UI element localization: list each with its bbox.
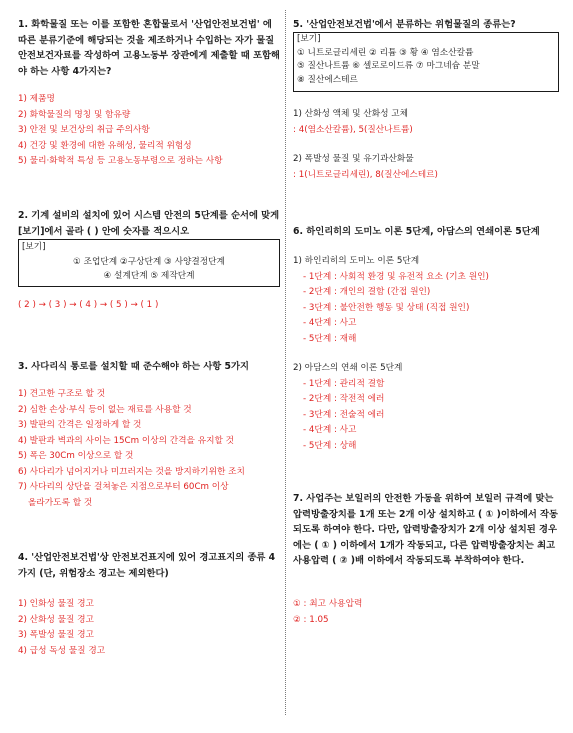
question-2-title: 2. 기계 설비의 설치에 있어 시스템 안전의 5단계를 순서에 맞게 [보기]에서 골라 ( ) 안에 숫자를 적으시오 (18, 210, 280, 237)
list-item: ② : 1.05 (293, 614, 329, 625)
list-item: 1) 견고한 구조로 할 것 (18, 389, 106, 399)
box-row: ① 조업단계 ②구상단계 ③ 사양결정단계 (73, 256, 225, 267)
list-item: - 4단계 : 사고 (303, 318, 357, 328)
list-item: ① : 최고 사용압력 (293, 599, 363, 609)
list-item: 3) 발판의 간격은 일정하게 할 것 (18, 420, 142, 430)
question-5-choice-box (293, 32, 559, 92)
list-item: 2) 화학물질의 명칭 및 함유량 (18, 109, 131, 120)
list-item: 1) 인화성 물질 경고 (18, 599, 94, 609)
list-item: - 4단계 : 사고 (303, 425, 357, 435)
question-4-title: 4. '산업안전보건법'상 안전보건표지에 있어 경고표지의 종류 4가지 (단, 위험장소 경고는 제외한다) (18, 552, 276, 579)
list-item: - 1단계 : 관리적 결함 (303, 378, 385, 389)
sub-heading: 1) 하인리히의 도미노 이론 5단계 (293, 256, 420, 266)
list-item: 3) 폭발성 물질 경고 (18, 630, 94, 640)
list-item: 7) 사다리의 상단을 걸쳐놓은 지점으로부터 60Cm 이상 (18, 482, 229, 492)
list-item: 4) 건강 및 환경에 대한 유해성, 물리적 위험성 (18, 140, 192, 151)
list-item: - 5단계 : 상해 (303, 440, 357, 451)
list-item: 5) 물리·화학적 특성 등 고용노동부령으로 정하는 사항 (18, 156, 223, 166)
sub-heading: 1) 산화성 액체 및 산화성 고체 (293, 109, 409, 119)
list-item: - 1단계 : 사회적 환경 및 유전적 요소 (기초 원인) (303, 271, 489, 282)
question-7-title: 7. 사업주는 보일러의 안전한 가동을 위하여 보일러 규격에 맞는 압력방출장치를 1개 또는 2개 이상 설치하고 ( ① )이하에서 작동되도록 하여야 한다. 다만, 압력방출장치가 2개 이상 설치된 경우에는 ( ① ) 이하에서 1개가 작동되고, 다른 압력방출장치는 최고 사용압력 ( ② )배 이하에서 작동되도록 부착하여야 한다. (293, 493, 558, 566)
question-7-answers (293, 597, 561, 628)
question-1-title: 1. 화학물질 또는 이를 포함한 혼합물로서 '산업안전보건법' 에 따른 분류기준에 해당되는 것을 제조하거나 수입하는 자가 물질안전보건자료를 작성하여 고용노동부 장관에게 제출할 때 포함해야 하는 사항 4가지는? (18, 19, 280, 77)
box-row: ④ 설계단계 ⑤ 제작단계 (103, 271, 195, 281)
list-item: 4) 급성 독성 물질 경고 (18, 645, 106, 656)
list-item: 4) 발판과 벽과의 사이는 15Cm 이상의 간격을 유지할 것 (18, 435, 235, 446)
question-2-sequence: ( 2 ) → ( 3 ) → ( 4 ) → ( 5 ) → ( 1 ) (18, 300, 159, 310)
question-4-answers (18, 597, 280, 659)
list-item: 3) 안전 및 보건상의 취급 주의사항 (18, 125, 150, 135)
sub-heading: 2) 아담스의 연쇄 이론 5단계 (293, 363, 403, 373)
list-item: 2) 산화성 물질 경고 (18, 614, 94, 625)
list-item: 6) 사다리가 넘어지거나 미끄러지는 것을 방지하기위한 조치 (18, 466, 245, 477)
box-label: [보기] (22, 242, 46, 252)
question-3-title: 3. 사다리식 통로를 설치할 때 준수해야 하는 사항 5가지 (18, 361, 249, 372)
list-item: : 1(니트로글리세린), 8(질산에스테르) (293, 169, 438, 180)
list-item: - 2단계 : 작전적 에러 (303, 394, 385, 404)
list-item: - 2단계 : 개인의 결함 (간접 원인) (303, 287, 431, 297)
list-item: 5) 폭은 30Cm 이상으로 할 것 (18, 451, 134, 461)
column-divider (285, 10, 286, 715)
question-6-title: 6. 하인리히의 도미노 이론 5단계, 아담스의 연쇄이론 5단계 (293, 226, 540, 237)
question-5-title: 5. '산업안전보건법'에서 분류하는 위험물질의 종류는? (293, 19, 516, 30)
list-item: 올라가도록 할 것 (28, 497, 93, 508)
box-row: ① 니트로글리세린 ② 리튬 ③ 황 ④ 염소산칼륨 (297, 47, 474, 58)
box-label: [보기] (297, 34, 321, 44)
question-1-answers (18, 92, 280, 170)
question-5-answers (293, 107, 561, 183)
sub-heading: 2) 폭발성 물질 및 유기과산화물 (293, 154, 414, 164)
list-item: - 5단계 : 재해 (303, 333, 357, 344)
list-item: - 3단계 : 불안전한 행동 및 상태 (직접 원인) (303, 302, 470, 313)
list-item: 1) 제품명 (18, 94, 55, 104)
question-3-answers (18, 387, 280, 511)
list-item: - 3단계 : 전술적 에러 (303, 409, 385, 420)
list-item: : 4(염소산칼륨), 5(질산나트륨) (293, 124, 413, 135)
question-6-answers (293, 254, 561, 454)
box-row: ⑧ 질산에스테르 (297, 74, 358, 85)
box-row: ⑤ 질산나트륨 ⑥ 셀로로이드류 ⑦ 마그네슘 분말 (297, 61, 480, 71)
list-item: 2) 심한 손상·부식 등이 없는 재료를 사용할 것 (18, 404, 192, 415)
question-2-choice-box (18, 239, 280, 287)
